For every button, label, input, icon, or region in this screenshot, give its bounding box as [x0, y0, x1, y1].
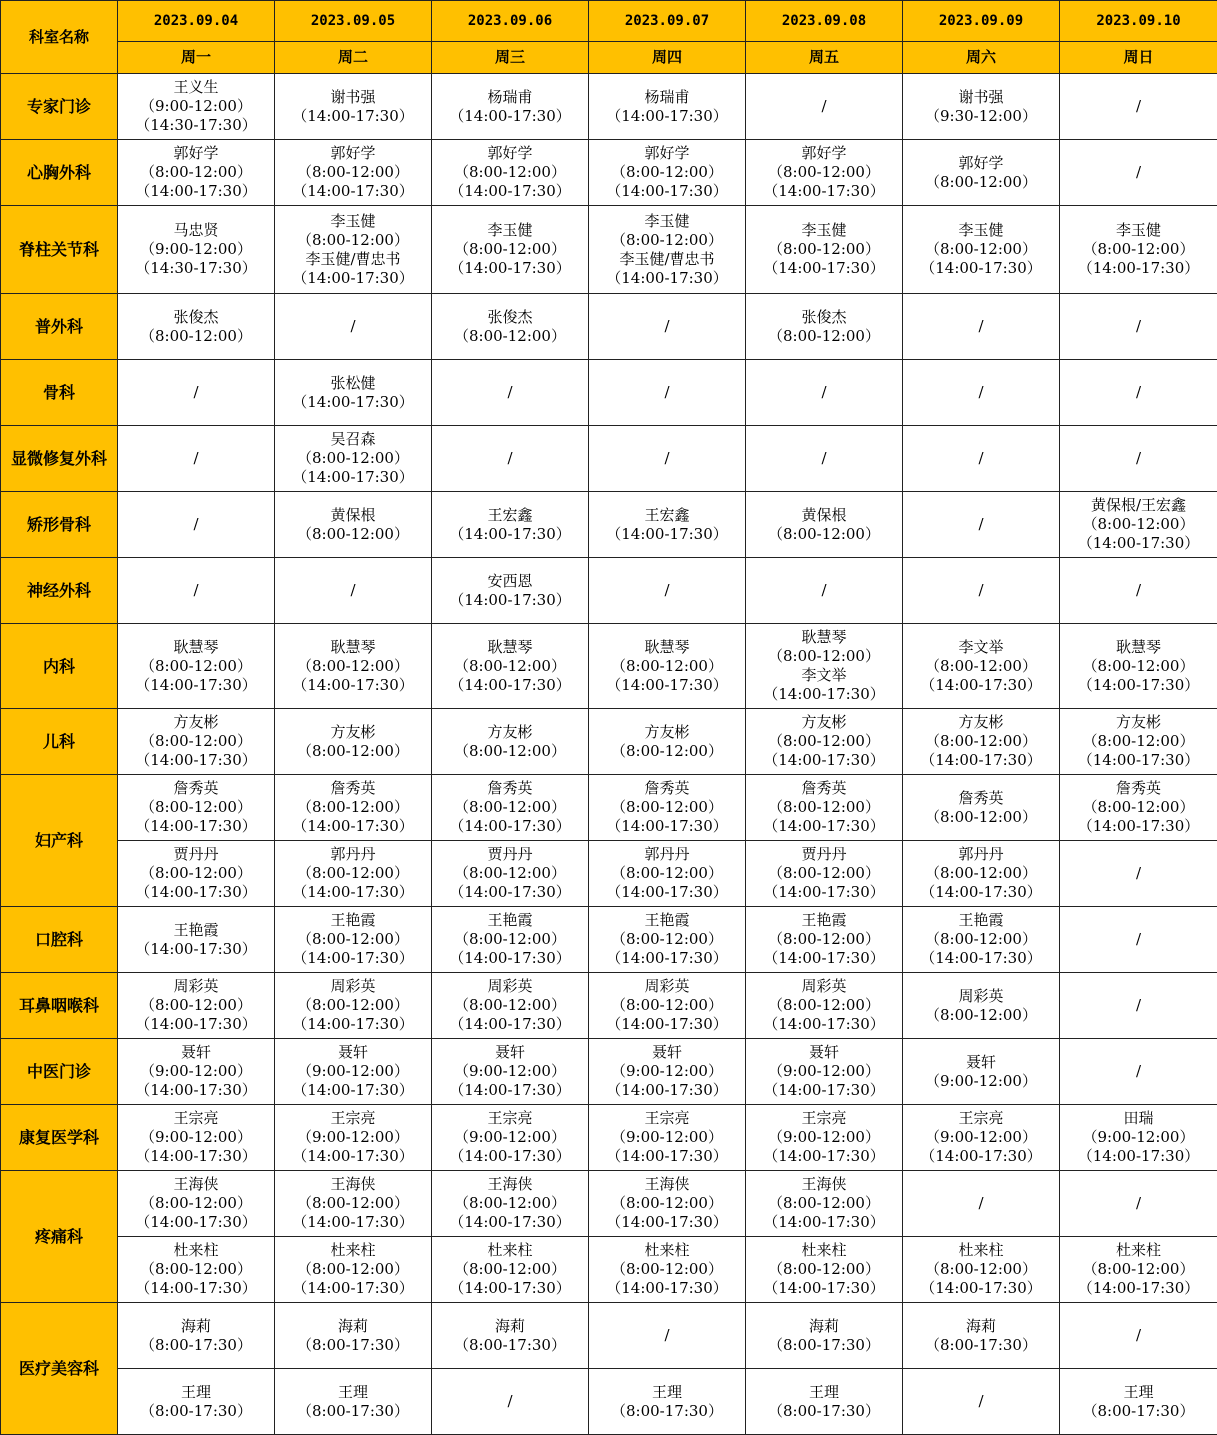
date-header: 2023.09.04: [118, 1, 275, 42]
department-name: 康复医学科: [1, 1105, 118, 1171]
schedule-row: [1, 1237, 1217, 1303]
schedule-cell: /: [1060, 841, 1217, 907]
schedule-cell: 方友彬 （8:00-12:00）: [432, 709, 589, 775]
schedule-cell: /: [118, 360, 275, 426]
schedule-row: [1, 206, 1217, 294]
date-header: 2023.09.08: [746, 1, 903, 42]
schedule-cell: /: [746, 426, 903, 492]
schedule-row: [1, 1039, 1217, 1105]
schedule-cell: /: [432, 360, 589, 426]
schedule-cell: 王海侠 （8:00-12:00） （14:00-17:30）: [589, 1171, 746, 1237]
schedule-cell: 方友彬 （8:00-12:00）: [275, 709, 432, 775]
schedule-row: [1, 140, 1217, 206]
schedule-cell: 张松健 （14:00-17:30）: [275, 360, 432, 426]
department-name: 妇产科: [1, 775, 118, 907]
date-header: 2023.09.09: [903, 1, 1060, 42]
schedule-cell: 海莉 （8:00-17:30）: [432, 1303, 589, 1369]
schedule-cell: 聂轩 （9:00-12:00） （14:00-17:30）: [275, 1039, 432, 1105]
schedule-cell: 詹秀英 （8:00-12:00） （14:00-17:30）: [589, 775, 746, 841]
schedule-cell: 王宏鑫 （14:00-17:30）: [432, 492, 589, 558]
weekday-header: 周二: [275, 42, 432, 74]
department-name: 内科: [1, 624, 118, 709]
schedule-cell: 王理 （8:00-17:30）: [118, 1369, 275, 1435]
department-name: 医疗美容科: [1, 1303, 118, 1435]
schedule-cell: 王艳霞 （8:00-12:00） （14:00-17:30）: [746, 907, 903, 973]
schedule-row: [1, 74, 1217, 140]
dept-column-header: 科室名称: [1, 1, 118, 74]
schedule-cell: 马忠贤 （9:00-12:00） （14:30-17:30）: [118, 206, 275, 294]
schedule-cell: /: [1060, 1171, 1217, 1237]
schedule-cell: 海莉 （8:00-17:30）: [118, 1303, 275, 1369]
schedule-cell: 杜来柱 （8:00-12:00） （14:00-17:30）: [118, 1237, 275, 1303]
schedule-cell: 杜来柱 （8:00-12:00） （14:00-17:30）: [746, 1237, 903, 1303]
department-name: 脊柱关节科: [1, 206, 118, 294]
schedule-cell: /: [903, 360, 1060, 426]
schedule-cell: 郭好学 （8:00-12:00） （14:00-17:30）: [275, 140, 432, 206]
schedule-cell: 杜来柱 （8:00-12:00） （14:00-17:30）: [903, 1237, 1060, 1303]
schedule-cell: 耿慧琴 （8:00-12:00） （14:00-17:30）: [589, 624, 746, 709]
schedule-body: [1, 74, 1217, 1435]
schedule-cell: /: [1060, 140, 1217, 206]
schedule-cell: 王海侠 （8:00-12:00） （14:00-17:30）: [746, 1171, 903, 1237]
schedule-cell: /: [1060, 558, 1217, 624]
schedule-cell: 郭丹丹 （8:00-12:00） （14:00-17:30）: [589, 841, 746, 907]
schedule-cell: 李玉健 （8:00-12:00） （14:00-17:30）: [746, 206, 903, 294]
schedule-cell: 周彩英 （8:00-12:00） （14:00-17:30）: [589, 973, 746, 1039]
schedule-cell: 聂轩 （9:00-12:00） （14:00-17:30）: [589, 1039, 746, 1105]
schedule-cell: 张俊杰 （8:00-12:00）: [118, 294, 275, 360]
weekday-header: 周六: [903, 42, 1060, 74]
schedule-cell: /: [903, 1171, 1060, 1237]
schedule-cell: 王艳霞 （8:00-12:00） （14:00-17:30）: [275, 907, 432, 973]
schedule-cell: 李玉健 （8:00-12:00） 李玉健/曹忠书 （14:00-17:30）: [589, 206, 746, 294]
schedule-cell: 王宗亮 （9:00-12:00） （14:00-17:30）: [432, 1105, 589, 1171]
schedule-cell: 杨瑞甫 （14:00-17:30）: [589, 74, 746, 140]
schedule-cell: 黄保根 （8:00-12:00）: [275, 492, 432, 558]
schedule-cell: /: [275, 558, 432, 624]
schedule-cell: 耿慧琴 （8:00-12:00） （14:00-17:30）: [118, 624, 275, 709]
weekday-header: 周四: [589, 42, 746, 74]
schedule-cell: 安西恩 （14:00-17:30）: [432, 558, 589, 624]
weekday-header-row: [1, 42, 1217, 74]
department-name: 普外科: [1, 294, 118, 360]
schedule-cell: 杜来柱 （8:00-12:00） （14:00-17:30）: [589, 1237, 746, 1303]
schedule-cell: /: [1060, 973, 1217, 1039]
schedule-row: [1, 558, 1217, 624]
schedule-cell: 贾丹丹 （8:00-12:00） （14:00-17:30）: [432, 841, 589, 907]
schedule-cell: /: [1060, 360, 1217, 426]
schedule-cell: /: [903, 1369, 1060, 1435]
schedule-cell: 王宗亮 （9:00-12:00） （14:00-17:30）: [275, 1105, 432, 1171]
schedule-cell: /: [746, 74, 903, 140]
schedule-cell: 王海侠 （8:00-12:00） （14:00-17:30）: [118, 1171, 275, 1237]
schedule-cell: /: [118, 492, 275, 558]
schedule-cell: 吴召森 （8:00-12:00） （14:00-17:30）: [275, 426, 432, 492]
schedule-cell: /: [903, 558, 1060, 624]
schedule-cell: /: [746, 360, 903, 426]
schedule-row: [1, 1171, 1217, 1237]
schedule-cell: 郭好学 （8:00-12:00） （14:00-17:30）: [432, 140, 589, 206]
schedule-cell: 贾丹丹 （8:00-12:00） （14:00-17:30）: [118, 841, 275, 907]
schedule-cell: /: [903, 426, 1060, 492]
schedule-cell: 聂轩 （9:00-12:00） （14:00-17:30）: [118, 1039, 275, 1105]
department-name: 骨科: [1, 360, 118, 426]
department-name: 心胸外科: [1, 140, 118, 206]
department-name: 矫形骨科: [1, 492, 118, 558]
schedule-row: [1, 841, 1217, 907]
schedule-cell: 杜来柱 （8:00-12:00） （14:00-17:30）: [275, 1237, 432, 1303]
schedule-cell: /: [903, 492, 1060, 558]
schedule-row: [1, 1303, 1217, 1369]
schedule-cell: 王理 （8:00-17:30）: [746, 1369, 903, 1435]
schedule-row: [1, 709, 1217, 775]
schedule-cell: 杜来柱 （8:00-12:00） （14:00-17:30）: [1060, 1237, 1217, 1303]
schedule-cell: 方友彬 （8:00-12:00） （14:00-17:30）: [1060, 709, 1217, 775]
schedule-cell: 周彩英 （8:00-12:00） （14:00-17:30）: [275, 973, 432, 1039]
schedule-cell: 郭丹丹 （8:00-12:00） （14:00-17:30）: [903, 841, 1060, 907]
schedule-cell: 方友彬 （8:00-12:00） （14:00-17:30）: [746, 709, 903, 775]
department-name: 耳鼻咽喉科: [1, 973, 118, 1039]
schedule-cell: 王宏鑫 （14:00-17:30）: [589, 492, 746, 558]
schedule-cell: 王海侠 （8:00-12:00） （14:00-17:30）: [275, 1171, 432, 1237]
schedule-cell: /: [118, 426, 275, 492]
schedule-cell: 张俊杰 （8:00-12:00）: [746, 294, 903, 360]
department-name: 神经外科: [1, 558, 118, 624]
schedule-cell: 田瑞 （9:00-12:00） （14:00-17:30）: [1060, 1105, 1217, 1171]
schedule-cell: 海莉 （8:00-17:30）: [903, 1303, 1060, 1369]
weekday-header: 周三: [432, 42, 589, 74]
schedule-cell: 郭好学 （8:00-12:00） （14:00-17:30）: [746, 140, 903, 206]
schedule-cell: 李文举 （8:00-12:00） （14:00-17:30）: [903, 624, 1060, 709]
schedule-cell: /: [275, 294, 432, 360]
schedule-cell: 王理 （8:00-17:30）: [275, 1369, 432, 1435]
schedule-row: [1, 426, 1217, 492]
schedule-cell: 王义生 （9:00-12:00） （14:30-17:30）: [118, 74, 275, 140]
schedule-cell: 王艳霞 （14:00-17:30）: [118, 907, 275, 973]
schedule-cell: 海莉 （8:00-17:30）: [746, 1303, 903, 1369]
schedule-cell: 周彩英 （8:00-12:00） （14:00-17:30）: [118, 973, 275, 1039]
schedule-cell: 王艳霞 （8:00-12:00） （14:00-17:30）: [432, 907, 589, 973]
schedule-row: [1, 492, 1217, 558]
schedule-cell: 黄保根/王宏鑫 （8:00-12:00） （14:00-17:30）: [1060, 492, 1217, 558]
schedule-cell: 郭好学 （8:00-12:00） （14:00-17:30）: [589, 140, 746, 206]
schedule-row: [1, 973, 1217, 1039]
schedule-cell: /: [589, 360, 746, 426]
schedule-cell: 黄保根 （8:00-12:00）: [746, 492, 903, 558]
schedule-cell: 谢书强 （9:30-12:00）: [903, 74, 1060, 140]
date-header: 2023.09.07: [589, 1, 746, 42]
schedule-cell: 王艳霞 （8:00-12:00） （14:00-17:30）: [903, 907, 1060, 973]
schedule-cell: /: [589, 426, 746, 492]
schedule-cell: 贾丹丹 （8:00-12:00） （14:00-17:30）: [746, 841, 903, 907]
schedule-cell: 方友彬 （8:00-12:00） （14:00-17:30）: [903, 709, 1060, 775]
schedule-cell: /: [432, 1369, 589, 1435]
schedule-cell: 谢书强 （14:00-17:30）: [275, 74, 432, 140]
schedule-cell: 耿慧琴 （8:00-12:00） （14:00-17:30）: [1060, 624, 1217, 709]
schedule-row: [1, 1369, 1217, 1435]
schedule-cell: 耿慧琴 （8:00-12:00） （14:00-17:30）: [275, 624, 432, 709]
schedule-cell: 李玉健 （8:00-12:00） （14:00-17:30）: [1060, 206, 1217, 294]
schedule-cell: 詹秀英 （8:00-12:00） （14:00-17:30）: [432, 775, 589, 841]
date-header: 2023.09.05: [275, 1, 432, 42]
schedule-cell: /: [903, 294, 1060, 360]
weekday-header: 周日: [1060, 42, 1217, 74]
schedule-row: [1, 294, 1217, 360]
schedule-cell: /: [589, 294, 746, 360]
schedule-cell: /: [1060, 74, 1217, 140]
schedule-cell: 詹秀英 （8:00-12:00） （14:00-17:30）: [1060, 775, 1217, 841]
weekday-header: 周一: [118, 42, 275, 74]
schedule-cell: 王理 （8:00-17:30）: [589, 1369, 746, 1435]
schedule-row: [1, 907, 1217, 973]
schedule-cell: /: [1060, 426, 1217, 492]
schedule-cell: 杨瑞甫 （14:00-17:30）: [432, 74, 589, 140]
schedule-cell: 周彩英 （8:00-12:00） （14:00-17:30）: [432, 973, 589, 1039]
schedule-cell: 郭好学 （8:00-12:00）: [903, 140, 1060, 206]
department-name: 专家门诊: [1, 74, 118, 140]
schedule-cell: 郭好学 （8:00-12:00） （14:00-17:30）: [118, 140, 275, 206]
schedule-row: [1, 624, 1217, 709]
schedule-cell: 詹秀英 （8:00-12:00）: [903, 775, 1060, 841]
schedule-cell: 王理 （8:00-17:30）: [1060, 1369, 1217, 1435]
schedule-cell: 王宗亮 （9:00-12:00） （14:00-17:30）: [903, 1105, 1060, 1171]
schedule-cell: 海莉 （8:00-17:30）: [275, 1303, 432, 1369]
schedule-cell: 聂轩 （9:00-12:00） （14:00-17:30）: [746, 1039, 903, 1105]
schedule-cell: /: [118, 558, 275, 624]
schedule-cell: /: [1060, 1303, 1217, 1369]
schedule-cell: 王宗亮 （9:00-12:00） （14:00-17:30）: [589, 1105, 746, 1171]
schedule-cell: 张俊杰 （8:00-12:00）: [432, 294, 589, 360]
schedule-row: [1, 360, 1217, 426]
schedule-cell: 王宗亮 （9:00-12:00） （14:00-17:30）: [746, 1105, 903, 1171]
schedule-cell: 周彩英 （8:00-12:00） （14:00-17:30）: [746, 973, 903, 1039]
department-name: 显微修复外科: [1, 426, 118, 492]
schedule-cell: 王海侠 （8:00-12:00） （14:00-17:30）: [432, 1171, 589, 1237]
schedule-cell: 聂轩 （9:00-12:00）: [903, 1039, 1060, 1105]
date-header: 2023.09.06: [432, 1, 589, 42]
schedule-cell: 王艳霞 （8:00-12:00） （14:00-17:30）: [589, 907, 746, 973]
schedule-cell: 詹秀英 （8:00-12:00） （14:00-17:30）: [118, 775, 275, 841]
schedule-cell: /: [432, 426, 589, 492]
schedule-cell: 詹秀英 （8:00-12:00） （14:00-17:30）: [746, 775, 903, 841]
schedule-cell: 李玉健 （8:00-12:00） （14:00-17:30）: [903, 206, 1060, 294]
schedule-cell: 詹秀英 （8:00-12:00） （14:00-17:30）: [275, 775, 432, 841]
schedule-cell: 耿慧琴 （8:00-12:00） （14:00-17:30）: [432, 624, 589, 709]
schedule-cell: 王宗亮 （9:00-12:00） （14:00-17:30）: [118, 1105, 275, 1171]
schedule-cell: 李玉健 （8:00-12:00） 李玉健/曹忠书 （14:00-17:30）: [275, 206, 432, 294]
date-header-row: [1, 1, 1217, 42]
weekday-header: 周五: [746, 42, 903, 74]
schedule-cell: /: [1060, 294, 1217, 360]
department-name: 中医门诊: [1, 1039, 118, 1105]
schedule-cell: /: [589, 558, 746, 624]
date-header: 2023.09.10: [1060, 1, 1217, 42]
schedule-cell: 方友彬 （8:00-12:00）: [589, 709, 746, 775]
schedule-row: [1, 1105, 1217, 1171]
schedule-cell: /: [1060, 907, 1217, 973]
schedule-cell: /: [1060, 1039, 1217, 1105]
schedule-cell: 郭丹丹 （8:00-12:00） （14:00-17:30）: [275, 841, 432, 907]
schedule-cell: /: [589, 1303, 746, 1369]
schedule-cell: 方友彬 （8:00-12:00） （14:00-17:30）: [118, 709, 275, 775]
schedule-cell: /: [746, 558, 903, 624]
schedule-cell: 聂轩 （9:00-12:00） （14:00-17:30）: [432, 1039, 589, 1105]
schedule-cell: 杜来柱 （8:00-12:00） （14:00-17:30）: [432, 1237, 589, 1303]
department-name: 口腔科: [1, 907, 118, 973]
department-name: 儿科: [1, 709, 118, 775]
schedule-cell: 李玉健 （8:00-12:00） （14:00-17:30）: [432, 206, 589, 294]
department-name: 疼痛科: [1, 1171, 118, 1303]
schedule-cell: 周彩英 （8:00-12:00）: [903, 973, 1060, 1039]
schedule-row: [1, 775, 1217, 841]
schedule-cell: 耿慧琴 （8:00-12:00） 李文举 （14:00-17:30）: [746, 624, 903, 709]
